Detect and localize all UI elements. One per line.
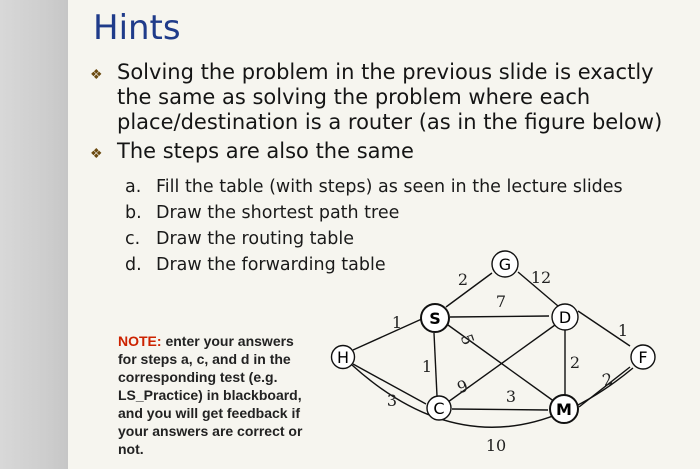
note-line: your answers are correct or — [118, 423, 303, 439]
node-label: H — [336, 348, 350, 367]
edge-weight: 12 — [530, 268, 552, 287]
note-line: for steps a, c, and d in the — [118, 351, 291, 367]
node-label: F — [638, 348, 648, 367]
step-letter: d. — [125, 255, 142, 275]
step-letter: b. — [125, 203, 142, 223]
edge-weight: 2 — [457, 270, 469, 289]
graph-edge — [434, 333, 437, 396]
diamond-bullet-icon: ❖ — [90, 145, 103, 161]
graph-edge — [446, 273, 492, 307]
bullet-line: place/destination is a router (as in the figure below) — [117, 110, 663, 134]
step-letter: c. — [125, 229, 141, 249]
graph-edge — [450, 316, 549, 317]
note-line: and you will get feedback if — [118, 405, 301, 421]
graph-edge — [353, 318, 424, 350]
slide-title: Hints — [93, 8, 181, 48]
edge-weight: 1 — [391, 313, 403, 332]
step-text: Draw the forwarding table — [156, 255, 386, 275]
edge-weight: 3 — [505, 387, 517, 406]
graph-node-d — [552, 304, 578, 330]
note-line: enter your answers — [161, 333, 294, 349]
graph-node-f — [631, 345, 655, 369]
node-label: D — [558, 308, 572, 327]
diamond-bullet-icon: ❖ — [90, 66, 103, 82]
edge-weight: 5 — [456, 331, 479, 348]
edge-weight: 9 — [454, 375, 471, 398]
edge-weight: 7 — [495, 292, 507, 311]
note-label: NOTE: — [118, 333, 162, 349]
graph-node-c — [427, 396, 451, 420]
step-text: Draw the shortest path tree — [156, 203, 400, 223]
bullet-line: The steps are also the same — [117, 139, 414, 163]
edge-weight: 10 — [485, 436, 507, 455]
graph-node-h — [332, 346, 355, 369]
bullet-line: the same as solving the problem where each — [117, 85, 591, 109]
step-letter: a. — [125, 177, 142, 197]
step-text: Fill the table (with steps) as seen in the lecture slides — [156, 177, 623, 197]
note-line: corresponding test (e.g. — [118, 369, 278, 385]
node-label: S — [429, 309, 441, 328]
edge-weight: 1 — [617, 321, 629, 340]
graph-node-m — [550, 395, 578, 423]
edge-weight: 3 — [386, 391, 398, 410]
edge-weight: 2 — [569, 353, 581, 372]
node-label: C — [433, 399, 445, 418]
slide-left-margin — [0, 0, 68, 469]
note-line: not. — [118, 441, 144, 457]
bullet-line: Solving the problem in the previous slide is exactly — [117, 60, 654, 84]
edge-weight: 2 — [600, 369, 615, 391]
graph-edge — [452, 409, 548, 410]
network-graph — [68, 0, 700, 469]
graph-node-g — [492, 251, 518, 277]
step-text: Draw the routing table — [156, 229, 354, 249]
edge-weight: 1 — [421, 357, 433, 376]
slide — [68, 0, 700, 469]
graph-node-s — [421, 304, 449, 332]
node-label: G — [498, 255, 512, 274]
node-label: M — [556, 400, 572, 419]
note-line: LS_Practice) in blackboard, — [118, 387, 302, 403]
